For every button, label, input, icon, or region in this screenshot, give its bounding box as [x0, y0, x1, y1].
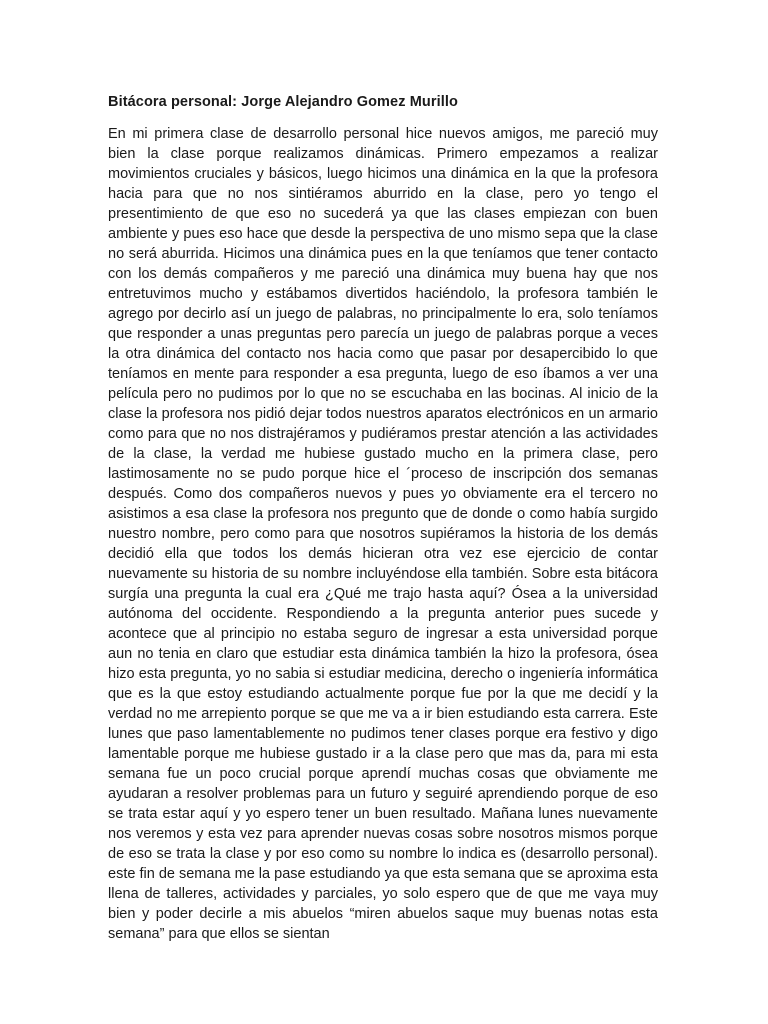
document-page	[108, 92, 658, 944]
document-title: Bitácora personal: Jorge Alejandro Gomez Murillo	[108, 94, 458, 110]
document-body-paragraph: En mi primera clase de desarrollo personal hice nuevos amigos, me pareció muy bien la clase porque realizamos dinámicas. Primero empezamos a realizar movimientos cruciales y básicos, luego hicimos una dinámica en la que la profesora hacia para que no nos sintiéramos aburrido en la clase, pero yo tengo el presentimiento de que eso no sucederá ya que las clases empiezan con buen ambiente y pues eso hace que desde la perspectiva de uno mismo sepa que la clase no será aburrida. Hicimos una dinámica pues en la que teníamos que tener contacto con los demás compañeros y me pareció una dinámica muy buena hay que nos entretuvimos mucho y estábamos divertidos haciéndolo, la profesora también le agrego por decirlo así un juego de palabras, no principalmente lo era, solo teníamos que responder a unas preguntas pero parecía un juego de palabras porque a veces la otra dinámica del contacto nos hacia como que pasar por desapercibido lo que teníamos en mente para responder a esa pregunta, luego de eso íbamos a ver una película pero no pudimos por lo que no se escuchaba en las bocinas. Al inicio de la clase la profesora nos pidió dejar todos nuestros aparatos electrónicos en un armario como para que no nos distrajéramos y pudiéramos prestar atención a las actividades de la clase, la verdad me hubiese gustado mucho en la primera clase, pero lastimosamente no se pudo porque hice el ´proceso de inscripción dos semanas después. Como dos compañeros nuevos y pues yo obviamente era el tercero no asistimos a esa clase la profesora nos pregunto que de donde o como había surgido nuestro nombre, pero como para que nosotros supiéramos la historia de los demás decidió ella que todos los demás hicieran otra vez ese ejercicio de contar nuevamente su historia de su nombre incluyéndose ella también. Sobre esta bitácora surgía una pregunta la cual era ¿Qué me trajo hasta aquí? Ósea a la universidad autónoma del occidente. Respondiendo a la pregunta anterior pues sucede y acontece que al principio no estaba seguro de ingresar a esta universidad porque aun no tenia en claro que estudiar esta dinámica también la hizo la profesora, ósea hizo esta pregunta, yo no sabia si estudiar medicina, derecho o ingeniería informática que es la que estoy estudiando actualmente porque fue por la que me decidí y la verdad no me arrepiento porque se que me va a ir bien estudiando esta carrera. Este lunes que paso lamentablemente no pudimos tener clases porque era festivo y digo lamentable porque me hubiese gustado ir a la clase pero que mas da, para mi esta semana fue un poco crucial porque aprendí muchas cosas que obviamente me ayudaran a resolver problemas para un futuro y seguiré aprendiendo porque de eso se trata estar aquí y yo espero tener un buen resultado. Mañana lunes nuevamente nos veremos y esta vez para aprender nuevas cosas sobre nosotros mismos porque de eso se trata la clase y por eso como su nombre lo indica es (desarrollo personal). este fin de semana me la pase estudiando ya que esta semana que se aproxima esta llena de talleres, actividades y parciales, yo solo espero que de que me vaya muy bien y poder decirle a mis abuelos “miren abuelos saque muy buenas notas esta semana” para que ellos se sientan	[108, 126, 658, 942]
